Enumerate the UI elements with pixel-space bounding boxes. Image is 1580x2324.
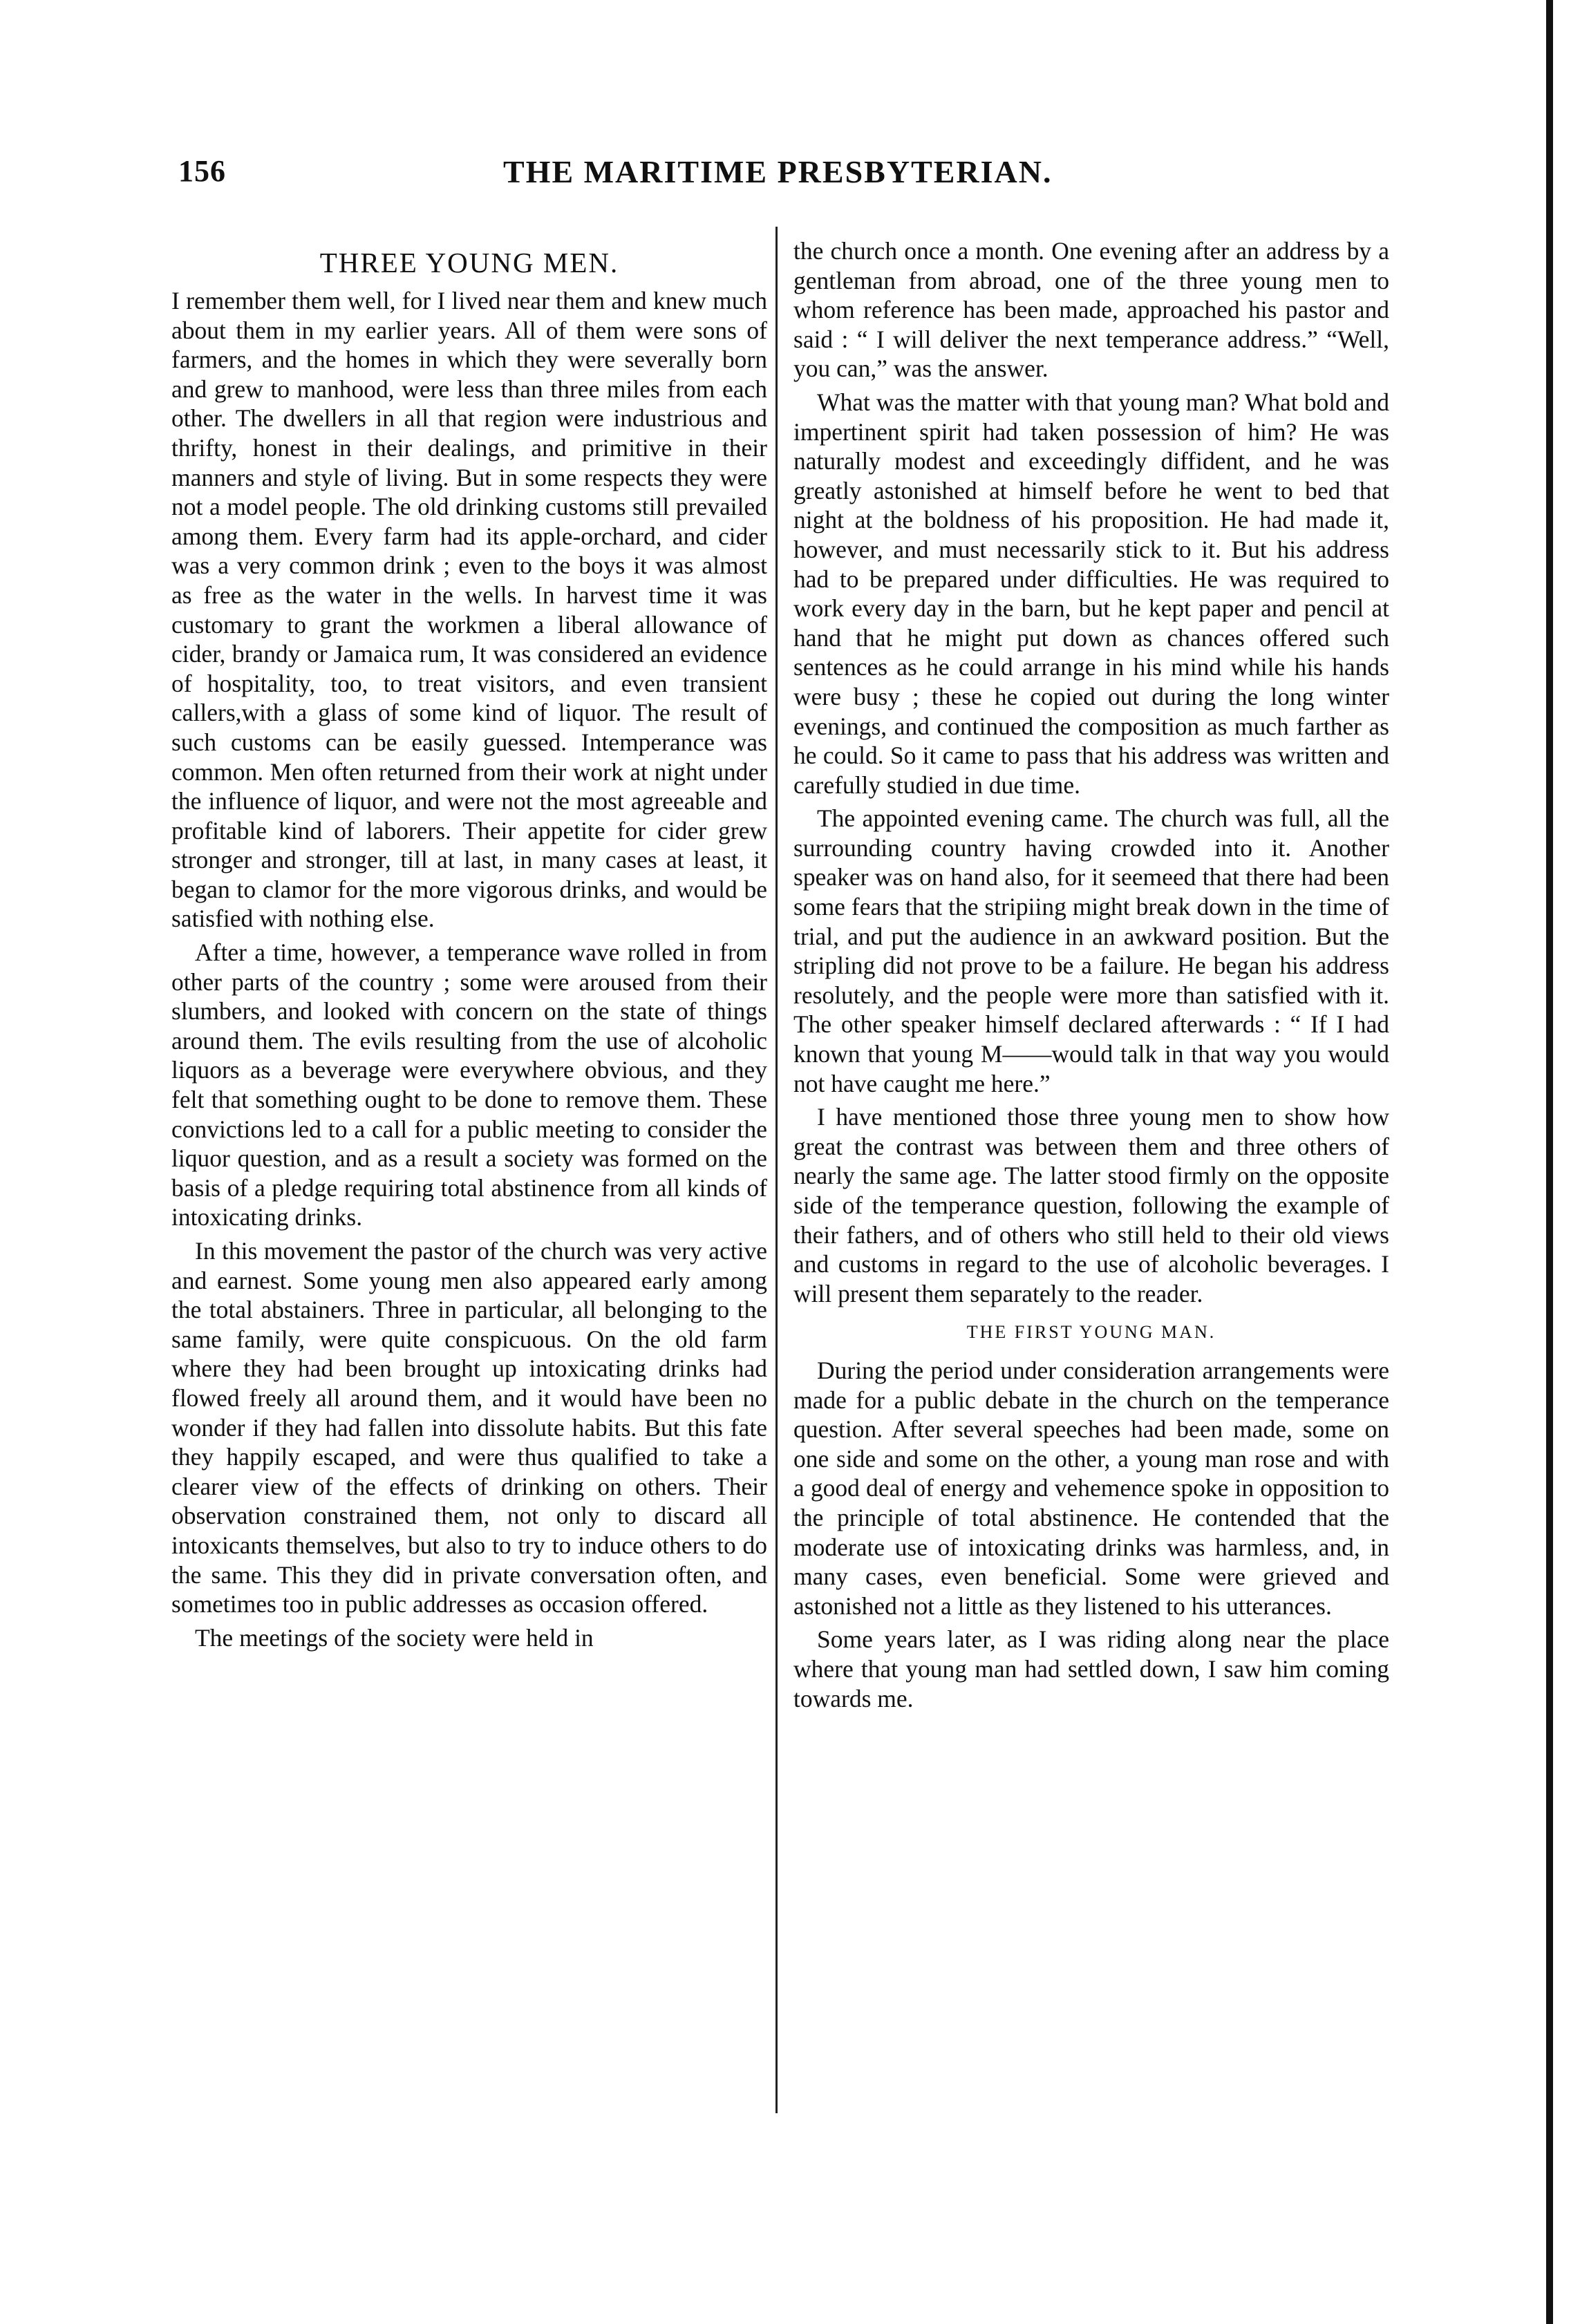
journal-title: THE MARITIME PRESBYTERIAN. [503, 154, 1053, 189]
article-title: THREE YOUNG MEN. [319, 247, 619, 278]
column-divider [775, 227, 778, 2113]
section-heading: THE FIRST YOUNG MAN. [966, 1322, 1216, 1343]
right-column [793, 236, 1389, 2227]
paragraph: the church once a month. One evening after an address by a gentleman from abroad, one of the three young men to whom reference has been made, approached his pastor and said : “ I will deliver the next temperance address.” “Well, you can,” was the answer. [793, 237, 1389, 383]
paragraph: Some years later, as I was riding along near the place where that young man had settled down, I saw him coming towards me. [793, 1625, 1389, 1712]
paragraph: I have mentioned those three young men to show how great the contrast was between them and three others of nearly the same age. The latter stood firmly on the opposite side of the temperance question, following the example of their fathers, and of others who still held to their old views and customs in regard to the use of alcoholic beverages. I will present them separately to the reader. [793, 1103, 1389, 1307]
paragraph: What was the matter with that young man? What bold and impertinent spirit had taken possession of him? He was naturally modest and exceedingly diffident, and he was greatly astonished at himself before he went to bed that night at the boldness of his proposition. He had made it, however, and must necessarily stick to it. But his address had to be prepared under difficulties. He was required to work every day in the barn, but he kept paper and pencil at hand that he might put down as chances offered such sentences as he could arrange in his mind while his hands were busy ; these he copied out during the long winter evenings, and continued the composition as much farther as he could. So it came to pass that his address was written and carefully studied in due time. [793, 388, 1389, 799]
left-column [171, 236, 767, 2227]
paragraph: In this movement the pastor of the church was very active and earnest. Some young men also appeared early among the total abstainers. Three in particular, all belonging to the same family, were quite conspicuous. On the old farm where they had been brought up intoxicating drinks had flowed freely all around them, and it would have been no wonder if they had fallen into dissolute habits. But this fate they happily escaped, and were thus qualified to take a clearer view of the effects of drinking on others. Their observation constrained them, not only to discard all intoxicants themselves, but also to try to induce others to do the same. This they did in private conversation often, and sometimes too in public addresses as occasion offered. [171, 1237, 767, 1618]
running-head [178, 153, 1422, 203]
paragraph: The appointed evening came. The church was full, all the surrounding country having crowded into it. Another speaker was on hand also, for it seemeed that there had been some fears that the stripiing might break down in the time of trial, and put the audience in an awkward position. But the stripling did not prove to be a failure. He began his address resolutely, and the people were more than satisfied with it. The other speaker himself declared afterwards : “ If I had known that young M——would talk in that way you would not have caught me here.” [793, 804, 1389, 1097]
page-number: 156 [178, 154, 226, 188]
paragraph: During the period under consideration arrangements were made for a public debate in the church on the temperance question. After several speeches had been made, some on one side and some on the other, a young man rose and with a good deal of energy and vehemence spoke in opposition to the principle of total abstinence. He contended that the moderate use of intoxicating drinks was harmless, and, in many cases, even beneficial. Some were grieved and astonished not a little as they listened to his utterances. [793, 1356, 1389, 1620]
page-edge-rule [1546, 0, 1553, 2324]
paragraph: I remember them well, for I lived near them and knew much about them in my earlier years. All of them were sons of farmers, and the homes in which they were severally born and grew to manhood, were less than three miles from each other. The dwellers in all that region were industrious and thrifty, honest in their dealings, and primitive in their manners and style of living. But in some respects they were not a model people. The old drinking customs still prevailed among them. Every farm had its apple-orchard, and cider was a very common drink ; even to the boys it was almost as free as the water in the wells. In harvest time it was customary to grant the workmen a liberal allowance of cider, brandy or Jamaica rum, It was considered an evidence of hospitality, too, to treat visitors, and even transient callers,with a glass of some kind of liquor. The result of such customs can be easily guessed. Intemperance was common. Men often returned from their work at night under the influence of liquor, and were not the most agreeable and profitable kind of laborers. Their appetite for cider grew stronger and stronger, till at last, in many cases at least, it began to clamor for the more vigorous drinks, and would be satisfied with nothing else. [171, 287, 767, 933]
paragraph: After a time, however, a temperance wave rolled in from other parts of the country ; some were aroused from their slumbers, and looked with concern on the state of things around them. The evils resulting from the use of alcoholic liquors as a beverage were everywhere obvious, and they felt that something ought to be done to remove them. These convictions led to a call for a public meeting to consider the liquor question, and as a result a society was formed on the basis of a pledge requiring total abstinence from all kinds of intoxicating drinks. [171, 938, 767, 1231]
paragraph: The meetings of the society were held in [195, 1623, 594, 1652]
